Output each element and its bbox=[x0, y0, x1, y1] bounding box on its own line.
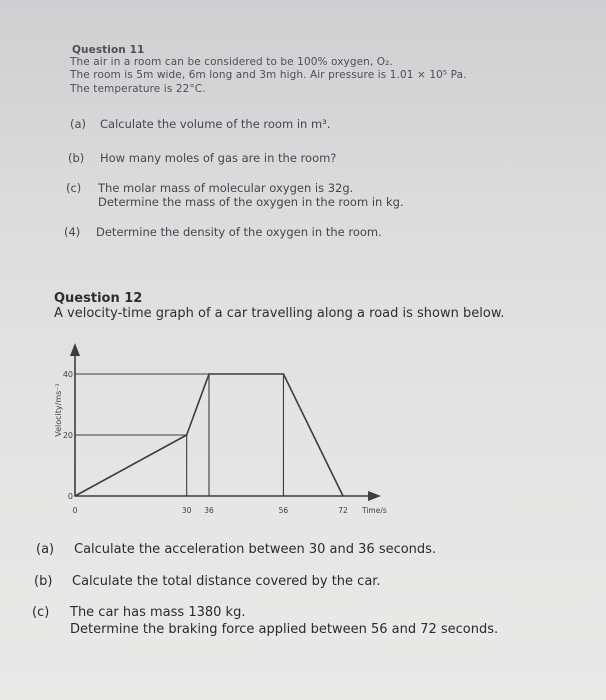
part-text: Calculate the volume of the room in m³. bbox=[100, 117, 331, 131]
data-point bbox=[342, 495, 344, 497]
part-text: The molar mass of molecular oxygen is 32g. bbox=[98, 181, 354, 195]
part-text: Calculate the total distance covered by the car. bbox=[72, 574, 381, 589]
question-12-part-b bbox=[34, 574, 381, 589]
data-point bbox=[283, 373, 285, 375]
y-axis-label: Velocity/ms⁻¹ bbox=[54, 383, 63, 437]
question-11-part-c bbox=[66, 181, 353, 195]
question-11-line-3: The temperature is 22°C. bbox=[70, 83, 206, 95]
x-axis-arrow bbox=[368, 491, 381, 501]
part-text: Calculate the acceleration between 30 and 36 seconds. bbox=[74, 542, 437, 557]
question-12-part-c bbox=[32, 605, 245, 620]
part-label: (a) bbox=[36, 542, 55, 557]
question-12-part-c-line-2: Determine the braking force applied between 56 and 72 seconds. bbox=[70, 622, 499, 637]
x-tick-label: 72 bbox=[338, 506, 348, 515]
y-axis-arrow bbox=[70, 343, 80, 356]
question-12-intro: A velocity-time graph of a car travelling along a road is shown below. bbox=[54, 306, 505, 321]
part-label: (c) bbox=[32, 605, 50, 620]
question-11-line-1: The air in a room can be considered to be 100% oxygen, O₂. bbox=[70, 56, 393, 68]
question-11-line-2: The room is 5m wide, 6m long and 3m high. Air pressure is 1.01 × 10⁵ Pa. bbox=[70, 69, 467, 81]
question-11-part-4 bbox=[64, 225, 382, 239]
part-label: (b) bbox=[34, 574, 53, 589]
question-12-title: Question 12 bbox=[54, 291, 143, 306]
y-tick-label: 20 bbox=[62, 431, 73, 440]
part-label: (b) bbox=[68, 151, 85, 165]
y-tick-label: 40 bbox=[62, 370, 73, 379]
part-label: (a) bbox=[70, 117, 87, 131]
question-11-part-b bbox=[68, 151, 336, 165]
data-point bbox=[208, 373, 210, 375]
question-11-title: Question 11 bbox=[72, 44, 145, 56]
data-point bbox=[74, 495, 76, 497]
data-point bbox=[186, 434, 188, 436]
x-tick-label: 30 bbox=[181, 506, 192, 515]
part-label: (4) bbox=[64, 225, 81, 239]
part-text: Determine the density of the oxygen in the room. bbox=[96, 225, 382, 239]
x-axis-label: Time/s bbox=[362, 506, 387, 515]
x-tick-label: 56 bbox=[278, 506, 289, 515]
velocity-time-graph bbox=[0, 330, 606, 530]
part-text: The car has mass 1380 kg. bbox=[70, 605, 246, 620]
question-11-part-c-line-2: Determine the mass of the oxygen in the room in kg. bbox=[98, 195, 404, 209]
part-text: How many moles of gas are in the room? bbox=[100, 151, 337, 165]
y-tick-label: 0 bbox=[67, 492, 73, 501]
x-tick-label: 36 bbox=[204, 506, 214, 515]
question-11-part-a bbox=[70, 117, 330, 131]
part-label: (c) bbox=[66, 181, 82, 195]
question-12-part-a bbox=[36, 542, 436, 557]
x-tick-label: 0 bbox=[72, 506, 78, 515]
